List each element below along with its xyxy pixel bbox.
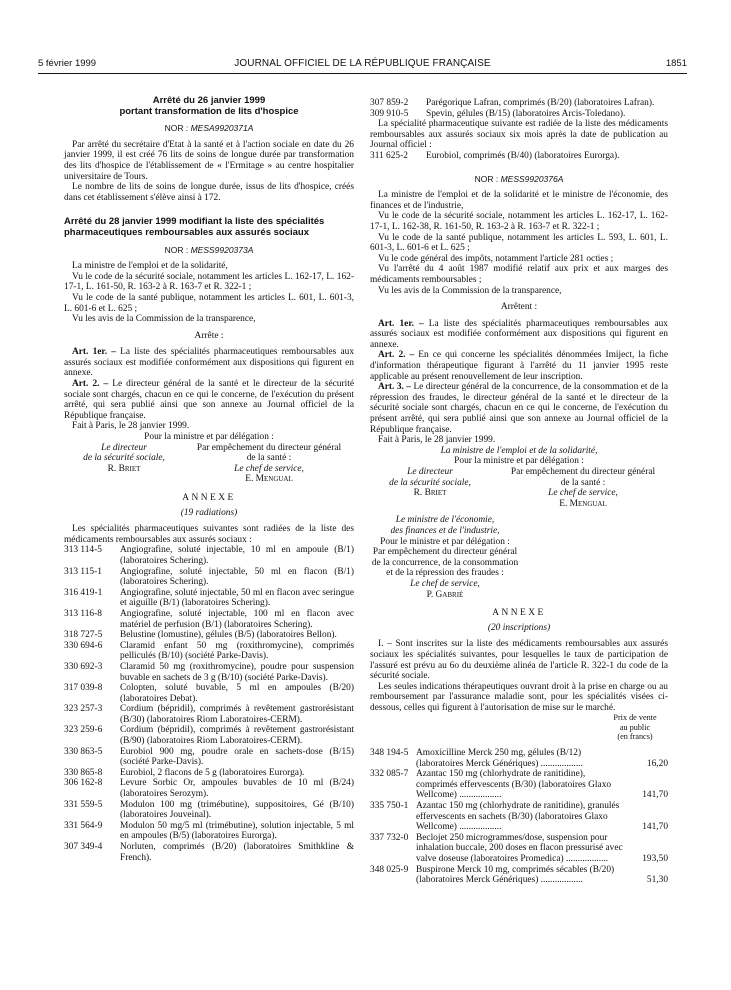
signatures: Le directeur de la sécurité sociale, R. Briet Par empêchement du directeur général de la santé : Le chef de service, E. Mengual — [83, 442, 342, 485]
price-row — [370, 801, 668, 833]
cip-code: 313 116-8 — [64, 608, 102, 619]
list-item — [64, 683, 354, 704]
product-description: Modulon 100 mg (trimébutine), suppositoires, Gé (B/10) (laboratoires Jouveinal). — [120, 799, 354, 821]
cip-code: 330 865-8 — [64, 767, 103, 778]
decree-3-para: Vu le code général des impôts, notamment l'article 281 octies ; — [378, 253, 614, 264]
radiation-list — [64, 545, 354, 863]
list-item — [370, 109, 668, 120]
decree-3-para: La ministre de l'emploi et de la solidarité et le ministre de l'économie, des finances et de l'industrie, — [370, 190, 668, 211]
list-item — [64, 768, 354, 779]
decree-2-title: Arrêté du 28 janvier 1999 modifiant la liste des spécialités pharmaceutiques remboursables aux assurés sociaux — [64, 216, 325, 238]
cip-code: 348 025-9 — [370, 864, 409, 875]
decree-3-nor: NOR : MESS9920376A — [474, 173, 564, 184]
decree-2-para: La ministre de l'emploi et de la solidarité, — [72, 261, 228, 272]
cip-code: 337 732-0 — [370, 832, 409, 843]
list-item — [64, 842, 354, 863]
product-description: Claramid 50 mg (roxithromycine), poudre pour suspension buvable en sachets de 3 g (B/10) (société Parke-Davis). — [120, 661, 354, 683]
decree-2-para: Vu le code de la santé publique, notamment les articles L. 601, L. 601-3, L. 601-6 et L. 625 ; — [64, 292, 354, 314]
decree-1-para: Le nombre de lits de soins de longue durée, issus de lits d'hospice, créés dans cet établissement s'élève ainsi à 172. — [64, 182, 354, 203]
price-list — [370, 748, 668, 886]
cip-code: 331 564-9 — [64, 820, 103, 831]
price-column-header: Prix de vente au public (en francs) — [613, 713, 657, 742]
right-column — [370, 98, 668, 886]
decree-3-para: Vu les avis de la Commission de la transparence, — [378, 285, 562, 296]
list-item — [64, 545, 354, 566]
decree-1-nor: NOR : MESA9920371A — [164, 123, 254, 134]
article-2: Art. 2. – Le directeur général de la santé et le directeur de la sécurité sociale sont chargés, chacun en ce qui le concerne, de l'exécution du présent arrêté, qui sera publié ainsi que son annexe au Journal officiel de la République française. — [64, 379, 354, 421]
list-item — [64, 800, 354, 821]
price-value: 141,70 — [642, 790, 668, 801]
list-item — [64, 609, 354, 630]
decree-2-nor: NOR : MESS9920373A — [164, 244, 254, 255]
list-item — [370, 98, 668, 109]
cip-code: 323 257-3 — [64, 704, 103, 715]
article-2: Art. 2. – En ce qui concerne les spécialités dénommées Imiject, la fiche d'information thérapeutique figurant à l'arrêté du 11 janvier 1995 reste applicable au présent renouvellement de leur inscription. — [370, 350, 668, 382]
cip-code: 323 259-6 — [64, 725, 103, 736]
cip-code: 330 694-6 — [64, 640, 103, 651]
list-item — [64, 641, 354, 662]
product-description: Beclojet 250 microgrammes/dose, suspension pour inhalation buccale, 200 doses en flacon pressurisé avec valve doseuse (laboratoires Promedica) .................. — [416, 832, 623, 864]
price-value: 193,50 — [642, 853, 668, 864]
price-row — [370, 769, 668, 801]
decree-1-title: Arrêté du 26 janvier 1999 portant transformation de lits d'hospice — [119, 95, 299, 117]
decree-3-para: Vu le code de la sécurité sociale, notamment les articles L. 162-17, L. 162-17-1, L. 162-38, R. 161-50, R. 163-2 à R. 163-7 et R. 322-1 ; — [370, 211, 668, 232]
product-description: Modulon 50 mg/5 ml (trimébutine), solution injectable, 5 ml en ampoules (B/5) (laboratoires Eurorga). — [120, 820, 354, 842]
cip-code: 313 114-5 — [64, 545, 102, 556]
cip-code: 330 863-5 — [64, 746, 103, 757]
cip-code: 330 692-3 — [64, 661, 103, 672]
annexe-heading: ANNEXE — [182, 493, 236, 503]
annexe-intro: Les spécialités pharmaceutiques suivantes sont radiées de la liste des médicaments remboursables aux assurés sociaux : — [64, 524, 354, 545]
decree-3-para: Vu l'arrêté du 4 août 1987 modifié relatif aux prix et aux marges des médicaments remboursables ; — [370, 264, 668, 285]
header-page-number: 1851 — [665, 58, 687, 69]
header-date: 5 février 1999 — [38, 58, 97, 69]
annexe-para: Les seules indications thérapeutiques ouvrant droit à la prise en charge ou au remboursement par l'assurance maladie sont, pour les spécialités visées ci-dessous, celles qui figurent à l'autorisation de mise sur le marché. — [370, 681, 668, 713]
cip-code: 307 859-2 — [370, 98, 409, 108]
cip-code: 335 750-1 — [370, 800, 409, 811]
product-description: Spevin, gélules (B/15) (laboratoires Arcis-Toledano). — [426, 108, 626, 119]
product-description: Norluten, comprimés (B/20) (laboratoires Smithkline & French). — [120, 842, 354, 863]
inscriptions-count: (20 inscriptions) — [487, 622, 551, 633]
product-description: Cordium (bépridil), comprimés à revêtement gastrorésistant (B/30) (laboratoires Riom Laboratoires-CERM). — [120, 704, 354, 725]
product-description: Cordium (bépridil), comprimés à revêtement gastrorésistant (B/90) (laboratoires Riom Laboratoires-CERM). — [120, 725, 354, 747]
product-description: Amoxicilline Merck 250 mg, gélules (B/12) (laboratoires Merck Génériques) .................. — [416, 747, 583, 769]
cip-code: 348 194-5 — [370, 747, 409, 758]
price-row — [370, 833, 668, 865]
product-description: Azantac 150 mg (chlorhydrate de ranitidine), comprimés effervescents (B/30) (laboratoires Glaxo Wellcome) .................. — [416, 769, 612, 801]
decree-1-para: Par arrêté du secrétaire d'Etat à la santé et à l'action sociale en date du 26 janvier 1999, il est créé 76 lits de soins de longue durée par transformation des lits d'hospice de l'établissement de « l'Ermitage » au centre hospitalier universitaire de Tours. — [64, 139, 354, 182]
product-description: Levure Sorbic Or, ampoules buvables de 10 ml (B/24) (laboratoires Serozym). — [120, 778, 354, 800]
annexe-para: I. – Sont inscrites sur la liste des médicaments remboursables aux assurés sociaux les spécialités suivantes, pour lesquelles le taux de participation de l'assuré est prévu au 6o du deuxième alinéa de l'article R. 322-1 du code de la sécurité sociale. — [370, 639, 668, 682]
article-1: Art. 1er. – La liste des spécialités pharmaceutiques remboursables aux assurés sociaux est modifiée conformément aux dispositions qui figurent en annexe. — [370, 318, 668, 350]
minister-1: La ministre de l'emploi et de la solidarité, — [440, 445, 598, 456]
list-item — [64, 725, 354, 746]
product-description: Azantac 150 mg (chlorhydrate de ranitidine), granulés effervescents en sachets (B/30) (laboratoires Glaxo Wellcome) .................. — [416, 800, 620, 833]
page-header — [38, 58, 687, 72]
cip-code: 307 349-4 — [64, 842, 103, 852]
list-item — [64, 747, 354, 768]
decree-2-para: Vu le code de la sécurité sociale, notamment les articles L. 162-17, L. 162-17-1, L. 161-50, R. 163-2 à R. 163-7 et R. 322-1 ; — [64, 271, 354, 293]
header-rule — [38, 73, 687, 74]
product-description: Angiografine, soluté injectable, 100 ml en flacon avec matériel de perfusion (B/1) (laboratoires Schering). — [120, 608, 354, 630]
list-item — [64, 821, 354, 842]
arrete-label: Arrête : — [194, 330, 224, 341]
decree-3-para: Vu le code de la santé publique, notamment les articles L. 593, L. 601, L. 601-3, L. 601-6 et L. 625 ; — [370, 232, 668, 254]
delegation-line: Pour la ministre et par délégation : — [454, 456, 584, 467]
minister-2-signature: Le ministre de l'économie, des finances et de l'industrie, Pour le ministre et par délégation : Par empêchement du directeur général de la concurrence, de la consommation et de la répression des fraudes : Le chef de service, P. Gabrié — [371, 515, 519, 600]
product-description: Claramid enfant 50 mg (roxithromycine), comprimés pelliculés (B/10) (société Parke-Davis). — [120, 640, 354, 662]
decree-2-para: Vu les avis de la Commission de la transparence, — [72, 314, 256, 325]
list-item — [64, 630, 354, 641]
product-description: Belustine (lomustine), gélules (B/5) (laboratoires Bellon). — [120, 630, 337, 641]
radiations-count: (19 radiations) — [180, 507, 238, 518]
article-3: Art. 3. – Le directeur général de la concurrence, de la consommation et de la répression des fraudes, le directeur général de la santé et le directeur de la sécurité sociale sont chargés, chacun en ce qui le concerne, de l'exécution du présent arrêté, qui sera publié ainsi que son annexe au Journal officiel de la République française. — [370, 382, 668, 435]
product-description: Angiografine, soluté injectable, 50 ml en flacon (B/1) (laboratoires Schering). — [120, 566, 354, 588]
cip-code: 332 085-7 — [370, 769, 409, 780]
signing-date: Fait à Paris, le 28 janvier 1999. — [378, 435, 496, 446]
list-item — [64, 662, 354, 683]
product-description: Parégorique Lafran, comprimés (B/20) (laboratoires Lafran). — [426, 98, 655, 108]
list-item — [64, 567, 354, 588]
list-item — [64, 588, 354, 609]
cip-code: 309 910-5 — [370, 108, 409, 119]
cip-code: 318 727-5 — [64, 630, 103, 641]
signatures: Le directeur de la sécurité sociale, R. Briet Par empêchement du directeur général de la santé : Le chef de service, E. Mengual — [389, 467, 656, 509]
product-description: Angiografine, soluté injectable, 50 ml en flacon avec seringue et aiguille (B/1) (laboratoires Schering). — [120, 587, 354, 609]
cip-code: 317 039-8 — [64, 683, 103, 694]
product-description: Colopten, soluté buvable, 5 ml en ampoules (B/20) (laboratoires Debat). — [120, 683, 354, 704]
radiation-list-continued — [370, 98, 668, 119]
list-item: 311 625-2 Eurobiol, comprimés (B/40) (laboratoires Eurorga). — [370, 150, 620, 161]
product-description: Eurobiol, 2 flacons de 5 g (laboratoires Eurorga). — [120, 767, 305, 778]
arretent-label: Arrêtent : — [500, 302, 538, 313]
delayed-radiation-intro: La spécialité pharmaceutique suivante est radiée de la liste des médicaments remboursables aux assurés sociaux six mois après la date de publication au Journal officiel : — [370, 119, 668, 151]
cip-code: 316 419-1 — [64, 587, 103, 598]
article-1: Art. 1er. – La liste des spécialités pharmaceutiques remboursables aux assurés sociaux est modifiée conformément aux dispositions qui figurent en annexe. — [64, 347, 355, 379]
price-value: 141,70 — [642, 822, 668, 833]
delegation-line: Pour la ministre et par délégation : — [144, 432, 274, 443]
product-description: Angiografine, soluté injectable, 10 ml en ampoule (B/1) (laboratoires Schering). — [120, 545, 354, 566]
price-row — [370, 748, 668, 769]
signing-date: Fait à Paris, le 28 janvier 1999. — [72, 421, 190, 432]
list-item — [64, 778, 354, 799]
list-item — [64, 704, 354, 725]
left-column — [64, 96, 354, 863]
cip-code: 306 162-8 — [64, 778, 103, 789]
header-journal-title: JOURNAL OFFICIEL DE LA RÉPUBLIQUE FRANÇAISE — [234, 58, 491, 69]
product-description: Eurobiol 900 mg, poudre orale en sachets-dose (B/15) (société Parke-Davis). — [120, 746, 354, 768]
cip-code: 313 115-1 — [64, 566, 102, 577]
cip-code: 331 559-5 — [64, 799, 103, 810]
product-description: Buspirone Merck 10 mg, comprimés sécables (B/20) (laboratoires Merck Génériques) .................. — [416, 864, 615, 886]
price-value: 16,20 — [646, 758, 668, 769]
price-row — [370, 865, 668, 886]
price-value: 51,30 — [646, 875, 668, 886]
annexe-heading: ANNEXE — [492, 608, 546, 619]
